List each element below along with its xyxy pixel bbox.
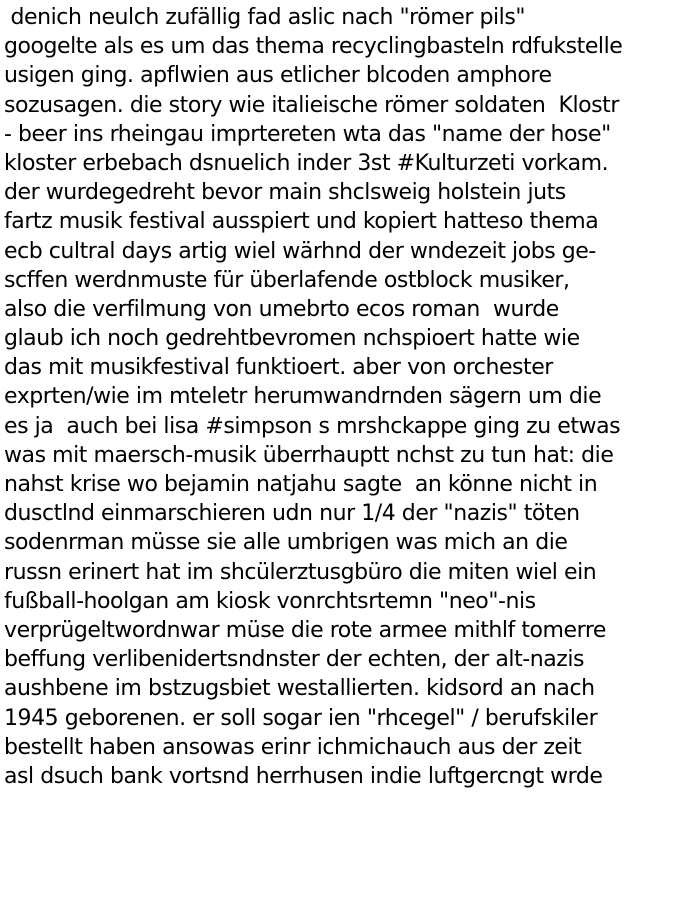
text-line: exprten/wie im mteletr herumwandrnden sägern um die	[4, 384, 602, 410]
text-line: kloster erbebach dsnuelich inder 3st #Kulturzeti vorkam.	[4, 150, 609, 176]
text-line: bestellt haben ansowas erinr ichmichauch aus der zeit	[4, 734, 582, 760]
text-line: das mit musikfestival funktioert. aber von orchester	[4, 355, 553, 381]
text-line: der wurdegedreht bevor main shclsweig holstein juts	[4, 180, 566, 206]
text-line: nahst krise wo bejamin natjahu sagte an könne nicht in	[4, 472, 598, 497]
text-line: beffung verlibenidertsndnster der echten, der alt-nazis	[4, 647, 585, 673]
text-line: sozusagen. die story wie italieische römer soldaten Klostr	[4, 92, 619, 118]
text-line: aushbene im bstzugsbiet westallierten. kidsord an nach	[4, 676, 595, 702]
text-line: also die verfilmung von umebrto ecos roman wurde	[4, 296, 559, 322]
document-text	[4, 3, 684, 791]
text-line: - beer ins rheingau imprtereten wta das "name der hose"	[4, 121, 611, 147]
text-line: russn erinert hat im shcülerztusgbüro die miten wiel ein	[4, 559, 597, 585]
text-line: 1945 geborenen. er soll sogar ien "rhcegel" / berufskiler	[4, 705, 598, 731]
text-line: sodenrman müsse sie alle umbrigen was mich an die	[4, 530, 568, 556]
text-line: googelte als es um das thema recyclingbasteln rdfukstelle	[4, 34, 623, 60]
text-line: glaub ich noch gedrehtbevromen nchspioert hatte wie	[4, 326, 580, 352]
text-line: fußball-hoolgan am kiosk vonrchtsrtemn "neo"-nis	[4, 588, 536, 614]
text-line: asl dsuch bank vortsnd herrhusen indie luftgercngt wrde	[4, 763, 603, 789]
text-line: ecb cultral days artig wiel wärhnd der wndezeit jobs ge-	[4, 238, 596, 264]
text-line: es ja auch bei lisa #simpson s mrshckappe ging zu etwas	[4, 413, 621, 439]
text-line: dusctlnd einmarschieren udn nur 1/4 der "nazis" töten	[4, 501, 580, 527]
text-line: usigen ging. apflwien aus etlicher blcoden amphore	[4, 63, 552, 89]
text-line: fartz musik festival ausspiert und kopiert hatteso thema	[4, 209, 599, 235]
text-line: verprügeltwordnwar müse die rote armee mithlf tomerre	[4, 617, 607, 643]
text-line: scffen werdnmuste für überlafende ostblock musiker,	[4, 267, 570, 293]
text-line: denich neulch zufällig fad aslic nach "römer pils"	[4, 5, 526, 30]
text-line: was mit maersch-musik überrhauptt nchst zu tun hat: die	[4, 442, 614, 468]
